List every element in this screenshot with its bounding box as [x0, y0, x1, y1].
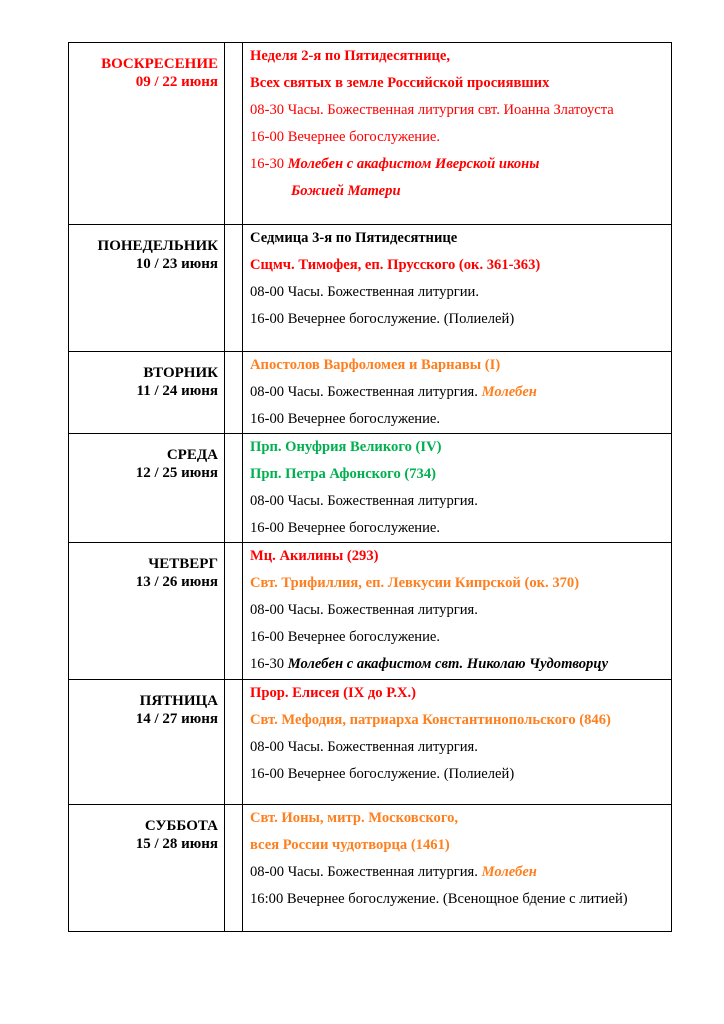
day-cell [69, 434, 225, 543]
day-cell [69, 225, 225, 352]
service-line [250, 651, 667, 678]
service-text: 08-00 Часы. Божественная литургии. [250, 284, 480, 300]
service-text: 16-00 Вечернее богослужение. (Полиелей) [250, 766, 515, 782]
service-text: Седмица 3-я по Пятидесятнице [250, 230, 458, 246]
service-text: Прор. Елисея (IX до Р.Х.) [250, 685, 417, 701]
spacer-cell [225, 680, 243, 805]
day-row [69, 543, 672, 680]
service-text: Свт. Мефодия, патриарха Константинопольского (846) [250, 712, 611, 728]
services-cell [243, 680, 672, 805]
service-text: Молебен [481, 864, 537, 880]
day-date: 15 / 28 июня [135, 836, 218, 852]
service-text: Божией Матери [291, 183, 401, 199]
service-line [250, 859, 667, 886]
day-date: 12 / 25 июня [135, 465, 218, 481]
service-text: 16-30 [250, 156, 288, 172]
spacer-cell [225, 543, 243, 680]
service-text: Мц. Акилины (293) [250, 548, 379, 564]
service-line [250, 734, 667, 761]
service-text: 08-00 Часы. Божественная литургия. [250, 864, 482, 880]
service-line [250, 97, 667, 124]
day-date: 14 / 27 июня [135, 711, 218, 727]
spacer-cell [225, 225, 243, 352]
service-line [250, 570, 667, 597]
service-line [250, 597, 667, 624]
service-text: 16-00 Вечернее богослужение. [250, 129, 441, 145]
service-line [250, 252, 667, 279]
service-text: 08-00 Часы. Божественная литургия. [250, 739, 478, 755]
day-name: ПЯТНИЦА [139, 693, 218, 709]
services-cell [243, 225, 672, 352]
service-line [250, 886, 667, 913]
day-row [69, 352, 672, 434]
service-line [250, 124, 667, 151]
service-line [250, 151, 667, 178]
day-row [69, 43, 672, 225]
service-line [250, 406, 667, 433]
services-cell [243, 43, 672, 225]
service-line [250, 178, 667, 205]
service-text: 08-30 Часы. Божественная литургия свт. Иоанна Златоуста [250, 102, 614, 118]
service-text: 08-00 Часы. Божественная литургия. [250, 493, 478, 509]
spacer-cell [225, 43, 243, 225]
service-line [250, 279, 667, 306]
service-line [250, 515, 667, 542]
service-line [250, 225, 667, 252]
spacer-cell [225, 434, 243, 543]
day-date: 09 / 22 июня [135, 74, 218, 90]
service-text: всея России чудотворца (1461) [250, 837, 450, 853]
service-line [250, 379, 667, 406]
service-line [250, 832, 667, 859]
service-text: Прп. Онуфрия Великого (IV) [250, 439, 442, 455]
service-line [250, 761, 667, 788]
service-line [250, 306, 667, 333]
service-line [250, 461, 667, 488]
day-name: ВТОРНИК [143, 365, 218, 381]
service-text: Свт. Трифиллия, еп. Левкусии Кипрской (ок. 370) [250, 575, 580, 591]
services-cell [243, 434, 672, 543]
day-cell [69, 680, 225, 805]
day-row [69, 680, 672, 805]
day-cell [69, 43, 225, 225]
service-text: Молебен [481, 384, 537, 400]
day-name: ВОСКРЕСЕНИЕ [101, 56, 218, 72]
service-line [250, 805, 667, 832]
services-cell [243, 543, 672, 680]
day-row [69, 225, 672, 352]
schedule-body [69, 43, 672, 932]
service-line [250, 543, 667, 570]
day-name: ЧЕТВЕРГ [148, 556, 218, 572]
service-text: 16-00 Вечернее богослужение. [250, 520, 441, 536]
service-text: Неделя 2-я по Пятидесятнице, [250, 48, 451, 64]
service-line [250, 70, 667, 97]
service-text: 08-00 Часы. Божественная литургия. [250, 384, 482, 400]
day-row [69, 805, 672, 932]
service-text: Сщмч. Тимофея, еп. Прусского (ок. 361-363) [250, 257, 541, 273]
day-name: СРЕДА [166, 447, 218, 463]
spacer-cell [225, 352, 243, 434]
service-text: 16-30 [250, 656, 288, 672]
spacer-cell [225, 805, 243, 932]
service-text: Прп. Петра Афонского (734) [250, 466, 437, 482]
day-row [69, 434, 672, 543]
service-text: Всех святых в земле Российской просиявших [250, 75, 550, 91]
service-text: 16-00 Вечернее богослужение. [250, 411, 441, 427]
service-line [250, 434, 667, 461]
day-date: 11 / 24 июня [136, 383, 218, 399]
service-text: Молебен с акафистом свт. Николаю Чудотворцу [287, 656, 609, 672]
service-line [250, 43, 667, 70]
service-line [250, 707, 667, 734]
day-cell [69, 543, 225, 680]
service-text: 16-00 Вечернее богослужение. (Полиелей) [250, 311, 515, 327]
day-cell [69, 805, 225, 932]
service-line [250, 680, 667, 707]
services-cell [243, 805, 672, 932]
day-date: 13 / 26 июня [135, 574, 218, 590]
day-name: ПОНЕДЕЛЬНИК [97, 238, 218, 254]
service-text: Свт. Ионы, митр. Московского, [250, 810, 459, 826]
service-text: 16:00 Вечернее богослужение. (Всенощное бдение с литией) [250, 891, 628, 907]
service-text: Апостолов Варфоломея и Варнавы (I) [250, 357, 501, 373]
service-line [250, 488, 667, 515]
services-cell [243, 352, 672, 434]
day-date: 10 / 23 июня [135, 256, 218, 272]
weekly-service-schedule [68, 42, 672, 932]
service-text: Молебен с акафистом Иверской иконы [287, 156, 540, 172]
service-text: 16-00 Вечернее богослужение. [250, 629, 441, 645]
service-line [250, 352, 667, 379]
service-line [250, 624, 667, 651]
service-text: 08-00 Часы. Божественная литургия. [250, 602, 478, 618]
day-name: СУББОТА [144, 818, 218, 834]
day-cell [69, 352, 225, 434]
